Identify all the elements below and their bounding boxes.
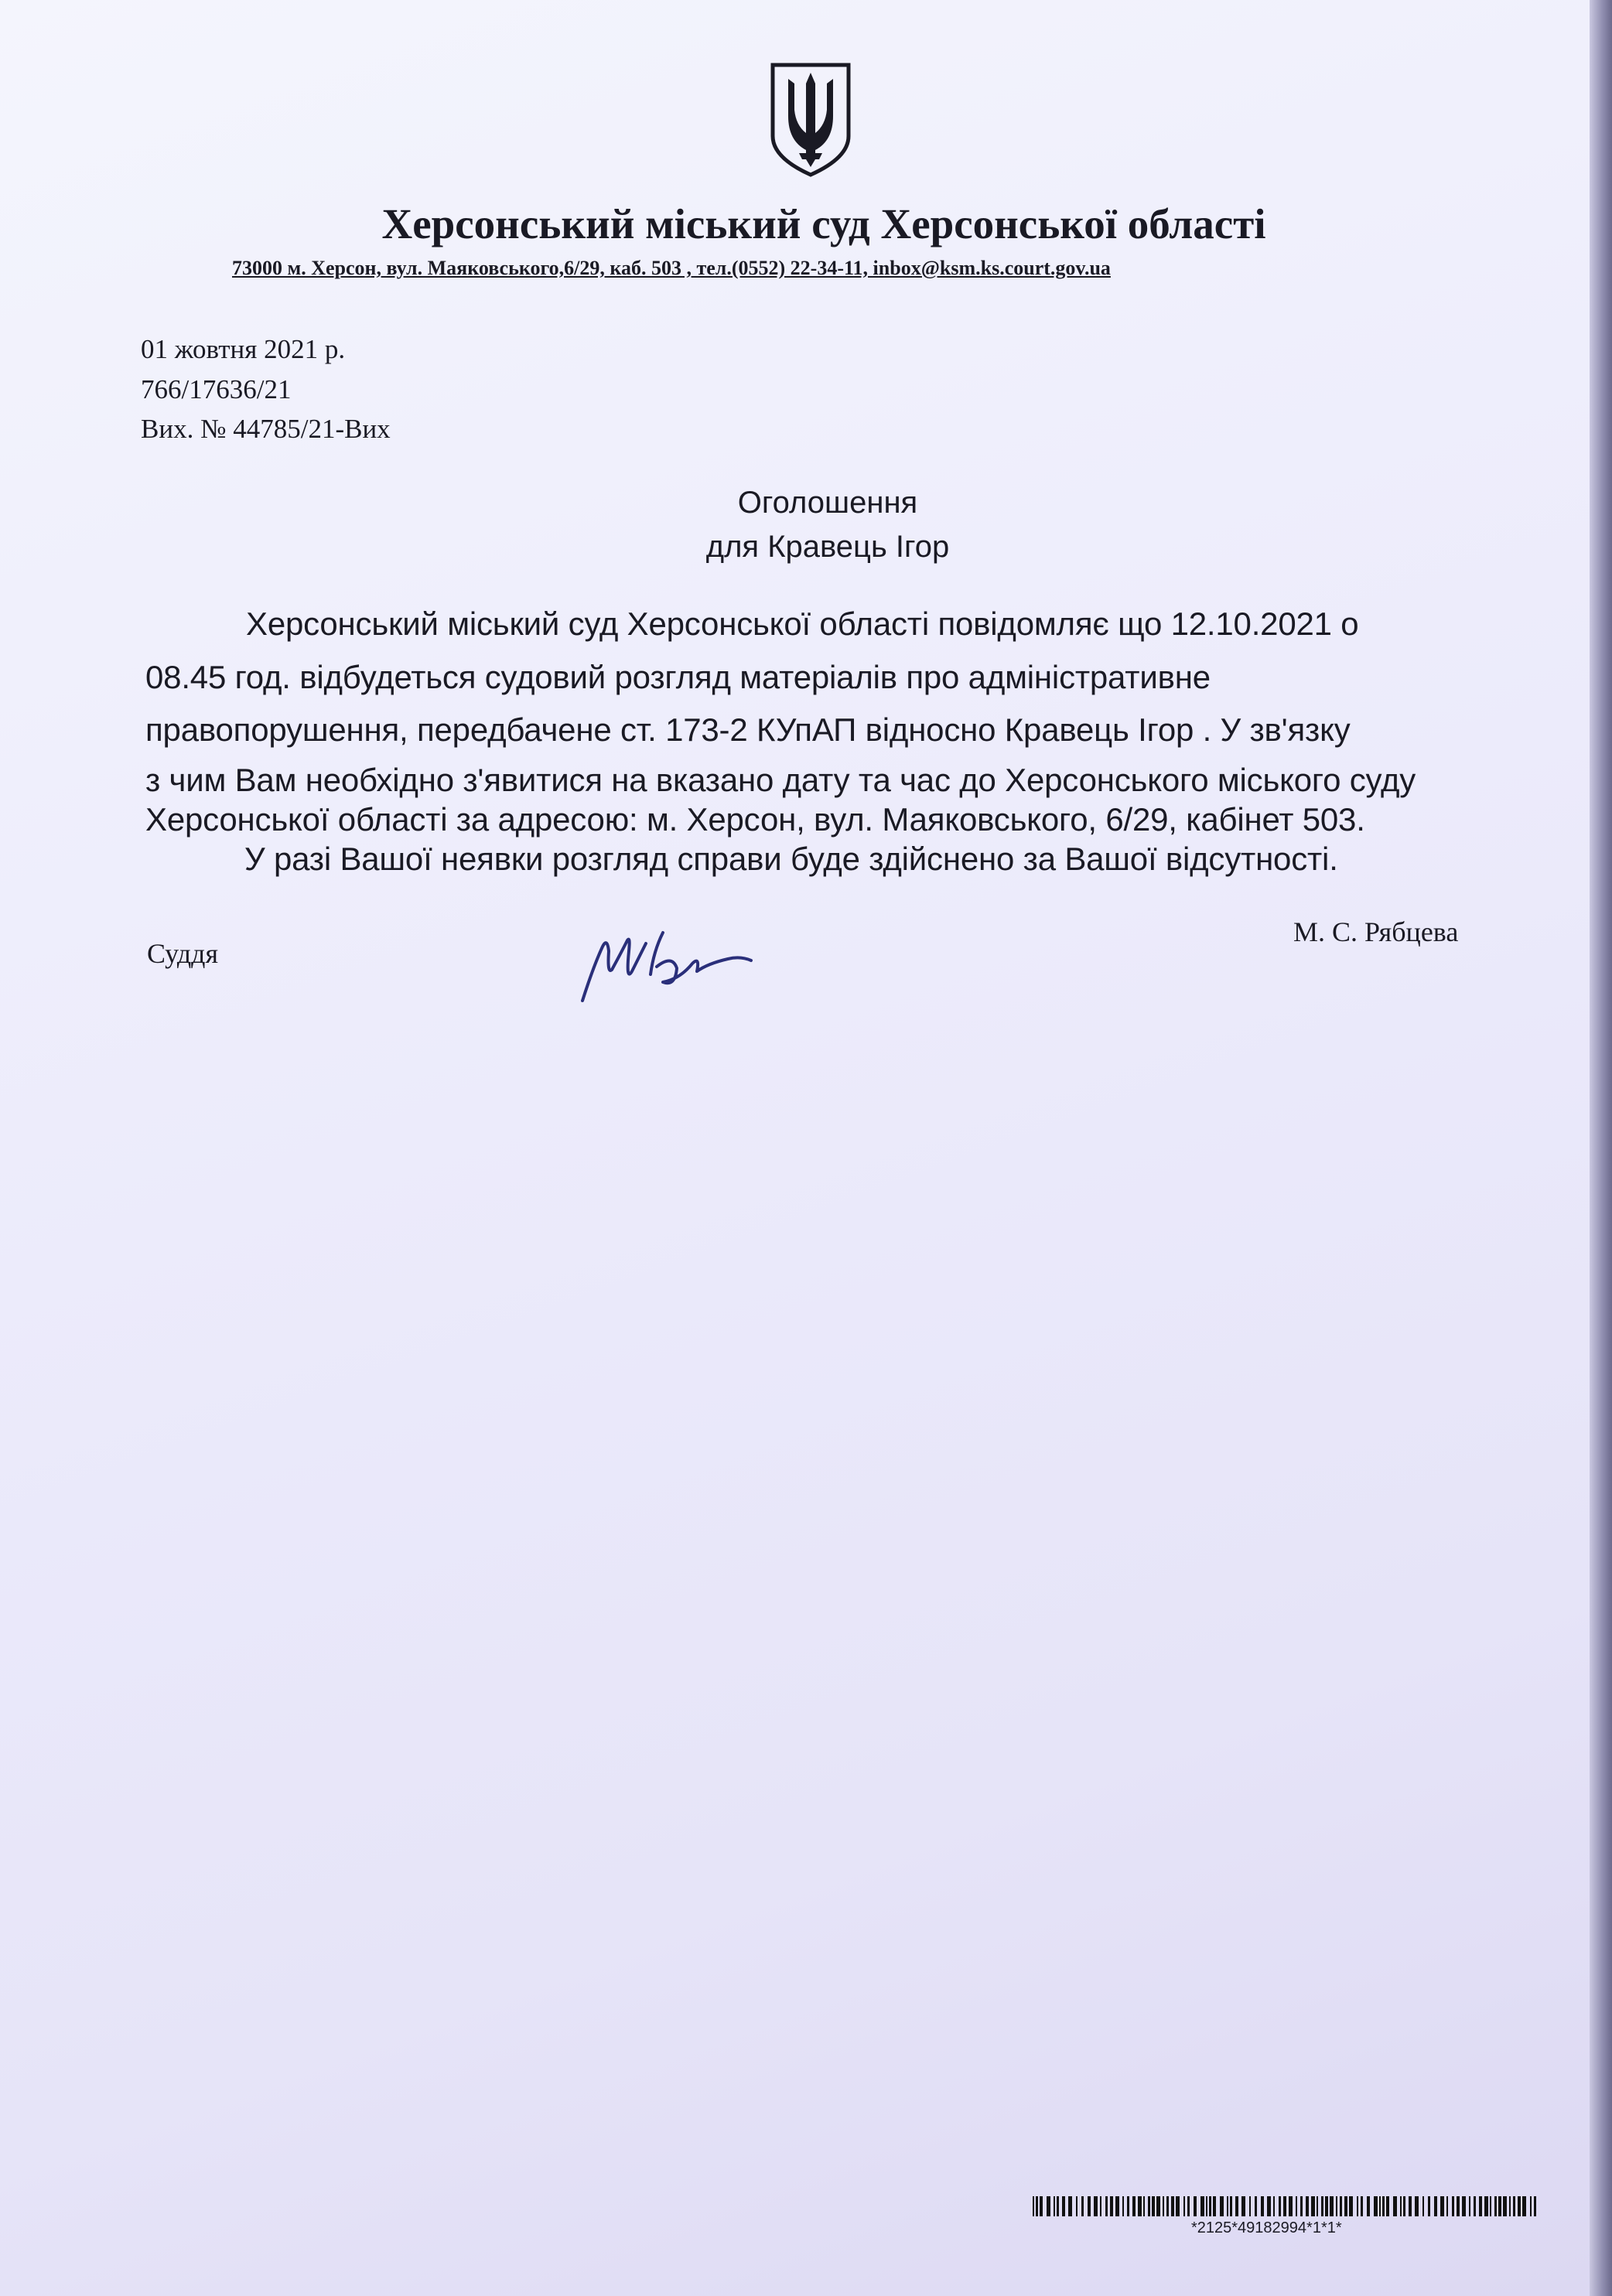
barcode-bar [1122,2196,1124,2216]
barcode-bar [1321,2196,1323,2216]
document-date: 01 жовтня 2021 р. [141,334,346,364]
barcode-bar [1289,2196,1293,2216]
barcode-bar [1393,2196,1397,2216]
paper-shadow-edge [1590,0,1612,2296]
barcode-bar [1068,2196,1072,2216]
body-line: 08.45 год. відбудеться судовий розгляд матеріалів про адміністративне [145,659,1211,695]
barcode-bar [1317,2196,1318,2216]
barcode-bar [1386,2196,1389,2216]
barcode-bar [1440,2196,1444,2216]
barcode-bar [1513,2196,1515,2216]
barcode-bar [1452,2196,1454,2216]
barcode-bar [1300,2196,1303,2216]
barcode-bar [1344,2196,1347,2216]
barcode-bar [1494,2196,1497,2216]
barcode-bar [1115,2196,1119,2216]
barcode-bar [1403,2196,1405,2216]
barcode-bar [1409,2196,1412,2216]
body-line: У разі Вашої неявки розгляд справи буде здійснено за Вашої відсутності. [244,841,1338,877]
barcode-bar [1498,2196,1501,2216]
barcode-bar [1062,2196,1065,2216]
barcode-bar [1518,2196,1521,2216]
barcode-bar [1088,2196,1091,2216]
barcode-bar [1227,2196,1228,2216]
barcode-bar [1490,2196,1491,2216]
barcode-bar [1336,2196,1337,2216]
barcode-bar [1296,2196,1297,2216]
barcode-bar [1143,2196,1145,2216]
barcode-bar [1156,2196,1160,2216]
judge-name: М. С. Рябцева [1293,916,1459,947]
barcode-bar [1081,2196,1084,2216]
barcode-bar [1462,2196,1466,2216]
barcode-bar [1054,2196,1055,2216]
barcode-bar [1457,2196,1460,2216]
barcode-bar [1105,2196,1108,2216]
barcode-bar [1206,2196,1207,2216]
barcode-bar [1428,2196,1430,2216]
barcode-bar [1148,2196,1150,2216]
barcode-bar [1213,2196,1216,2216]
barcode-bar [1382,2196,1385,2216]
barcode-bar [1220,2196,1224,2216]
barcode-bar [1255,2196,1257,2216]
barcode-bar [1163,2196,1164,2216]
coat-of-arms-icon [768,62,853,178]
barcode-bar [1176,2196,1180,2216]
barcode-bar [1479,2196,1482,2216]
judge-role-label: Суддя [147,938,219,969]
barcode-bar [1127,2196,1129,2216]
handwritten-signature [576,920,754,1013]
barcode-bar [1311,2196,1315,2216]
barcode-bar [1194,2196,1197,2216]
barcode-bar [1446,2196,1448,2216]
barcode-bar [1076,2196,1078,2216]
barcode-bar [1152,2196,1155,2216]
barcode-bar [1509,2196,1511,2216]
barcode-bar [1400,2196,1402,2216]
barcode-bar [1183,2196,1185,2216]
notice-title: Оголошення [737,486,918,520]
barcode-bar [1057,2196,1059,2216]
body-line: Херсонський міський суд Херсонської області повідомляє що 12.10.2021 о [246,606,1359,642]
barcode-bar [1279,2196,1281,2216]
barcode-bar [1241,2196,1245,2216]
barcode-bar [1357,2196,1358,2216]
outgoing-number: Вих. № 44785/21-Вих [141,414,391,444]
barcode-bar [1230,2196,1232,2216]
barcode-bar [1374,2196,1378,2216]
body-line: Херсонської області за адресою: м. Херсон, вул. Маяковського, 6/29, кабінет 503. [145,801,1365,838]
barcode-bar [1306,2196,1309,2216]
court-name: Херсонський міський суд Херсонської області [381,200,1266,247]
barcode-bar [1094,2196,1098,2216]
barcode-bar [1033,2196,1034,2216]
barcode-bar [1367,2196,1370,2216]
barcode-bar [1422,2196,1424,2216]
barcode-bar [1469,2196,1470,2216]
barcode-bar [1249,2196,1251,2216]
barcode-bar [1171,2196,1174,2216]
barcode-bar [1187,2196,1190,2216]
barcode-bar [1036,2196,1038,2216]
barcode-bar [1379,2196,1381,2216]
barcode-bar [1325,2196,1328,2216]
barcode [1033,2196,1539,2216]
barcode-bar [1040,2196,1043,2216]
barcode-bar [1415,2196,1419,2216]
barcode-bar [1273,2196,1275,2216]
court-address: 73000 м. Херсон, вул. Маяковського,6/29, каб. 503 , тел.(0552) 22-34-11, inbox@ksm.ks.court.gov.ua [232,257,1111,279]
barcode-bar [1110,2196,1113,2216]
barcode-text: *2125*49182994*1*1* [1191,2219,1342,2236]
barcode-bar [1261,2196,1264,2216]
barcode-bar [1200,2196,1204,2216]
barcode-bar [1283,2196,1286,2216]
barcode-bar [1330,2196,1334,2216]
case-number: 766/17636/21 [141,374,292,404]
barcode-bar [1209,2196,1211,2216]
barcode-bar [1474,2196,1476,2216]
barcode-bar [1361,2196,1363,2216]
notice-recipient: для Кравець Ігор [705,530,950,564]
barcode-bar [1434,2196,1437,2216]
barcode-bar [1235,2196,1238,2216]
body-line: правопорушення, передбачене ст. 173-2 КУпАП відносно Кравець Ігор . У зв'язку [145,711,1351,748]
barcode-bar [1047,2196,1050,2216]
barcode-bar [1349,2196,1353,2216]
barcode-bar [1503,2196,1507,2216]
barcode-bar [1530,2196,1532,2216]
barcode-bar [1340,2196,1342,2216]
barcode-bar [1132,2196,1136,2216]
body-line: з чим Вам необхідно з'явитися на вказано дату та час до Херсонського міського суду [145,762,1416,798]
barcode-bar [1267,2196,1271,2216]
barcode-bar [1100,2196,1101,2216]
barcode-bar [1166,2196,1169,2216]
barcode-bar [1138,2196,1142,2216]
barcode-bar [1534,2196,1536,2216]
barcode-bar [1484,2196,1488,2216]
barcode-bar [1522,2196,1526,2216]
